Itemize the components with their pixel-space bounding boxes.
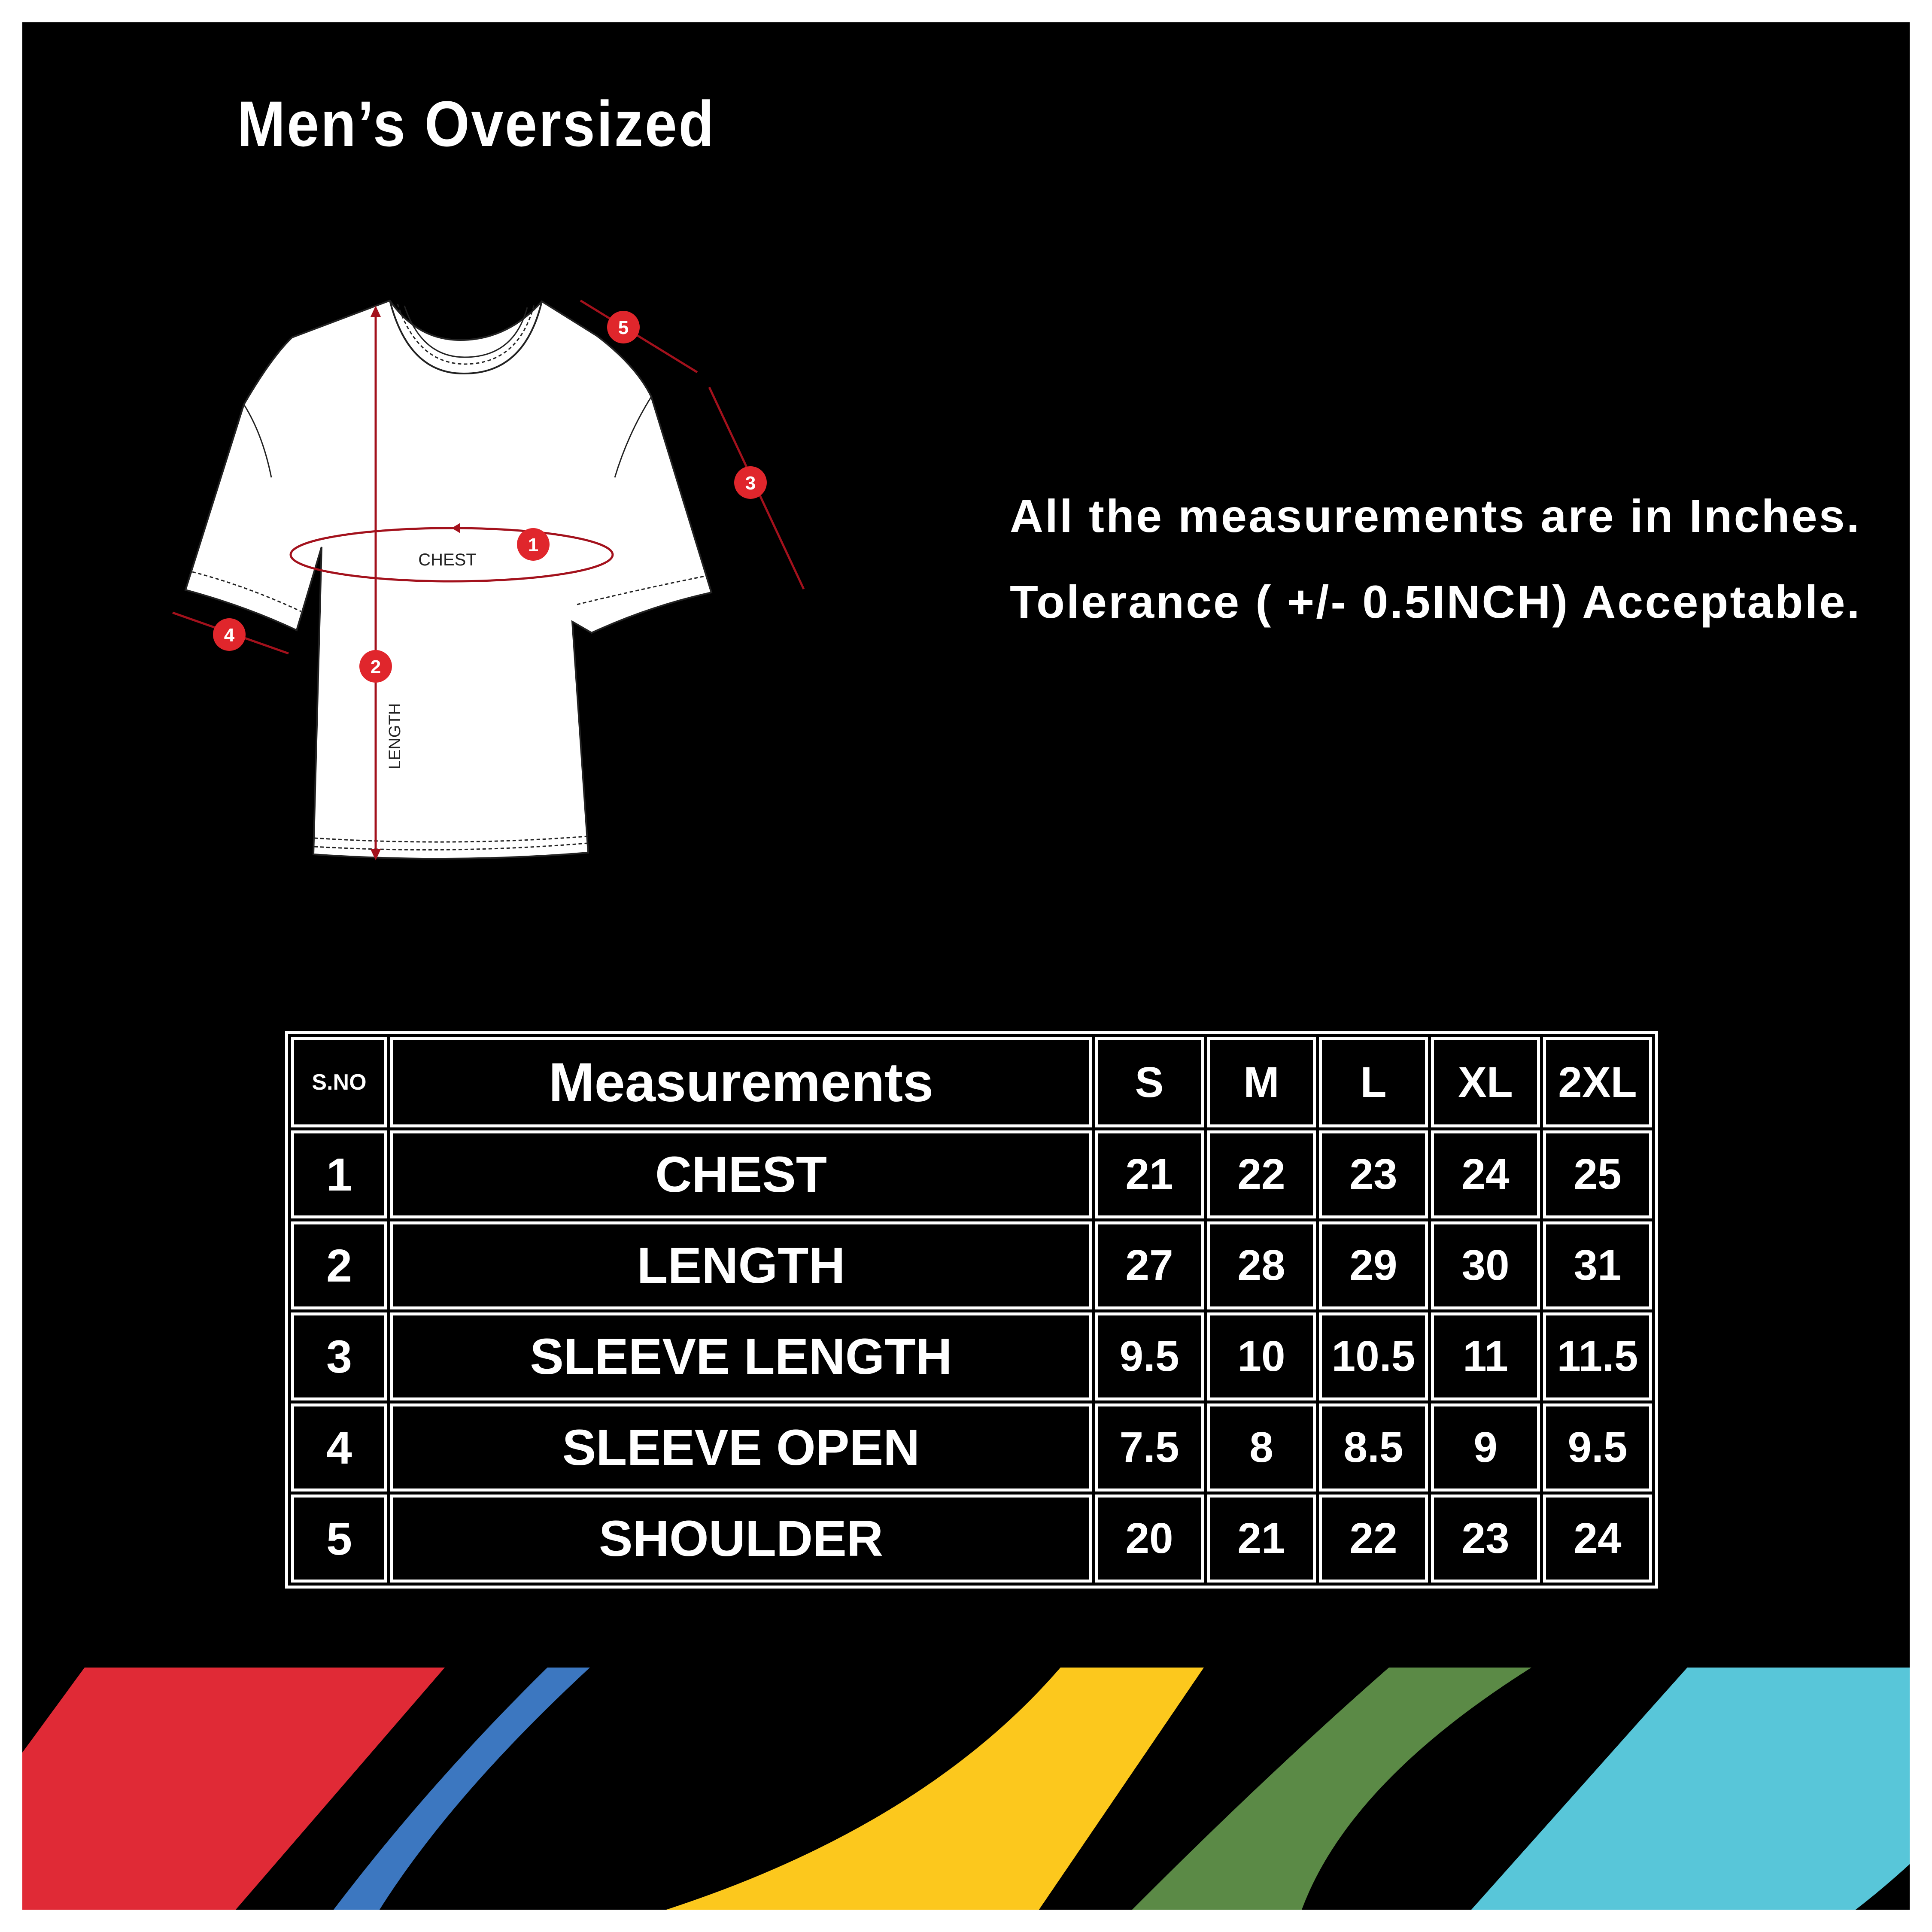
row-value: 28 <box>1207 1221 1316 1309</box>
tolerance-note: Tolerance ( +/- 0.5INCH) Acceptable. <box>1010 576 1862 628</box>
row-value: 25 <box>1543 1130 1652 1218</box>
row-value: 24 <box>1431 1130 1540 1218</box>
row-value: 9 <box>1431 1403 1540 1492</box>
row-value: 30 <box>1431 1221 1540 1309</box>
stripe-green <box>1132 1668 1531 1910</box>
row-value: 23 <box>1319 1130 1428 1218</box>
row-value: 10.5 <box>1319 1312 1428 1400</box>
row-sno: 3 <box>291 1312 387 1400</box>
row-value: 31 <box>1543 1221 1652 1309</box>
header-size-xl: XL <box>1431 1037 1540 1127</box>
row-measurement: SLEEVE OPEN <box>390 1403 1092 1492</box>
header-size-l: L <box>1319 1037 1428 1127</box>
row-measurement: SLEEVE LENGTH <box>390 1312 1092 1400</box>
svg-text:1: 1 <box>528 535 539 556</box>
row-value: 21 <box>1207 1495 1316 1583</box>
stripe-cyan <box>1471 1668 1910 1910</box>
row-value: 29 <box>1319 1221 1428 1309</box>
row-value: 23 <box>1431 1495 1540 1583</box>
page-title: Men’s Oversized <box>237 88 716 160</box>
row-measurement: CHEST <box>390 1130 1092 1218</box>
length-label: LENGTH <box>386 703 404 769</box>
row-value: 11.5 <box>1543 1312 1652 1400</box>
svg-text:4: 4 <box>224 625 235 646</box>
row-value: 22 <box>1319 1495 1428 1583</box>
row-value: 8 <box>1207 1403 1316 1492</box>
row-measurement: LENGTH <box>390 1221 1092 1309</box>
row-sno: 4 <box>291 1403 387 1492</box>
header-sno: S.NO <box>291 1037 387 1127</box>
row-value: 27 <box>1095 1221 1204 1309</box>
row-value: 9.5 <box>1095 1312 1204 1400</box>
header-measurements: Measurements <box>390 1037 1092 1127</box>
row-value: 22 <box>1207 1130 1316 1218</box>
row-value: 10 <box>1207 1312 1316 1400</box>
header-size-2xl: 2XL <box>1543 1037 1652 1127</box>
row-sno: 1 <box>291 1130 387 1218</box>
svg-text:3: 3 <box>745 473 756 494</box>
row-measurement: SHOULDER <box>390 1495 1092 1583</box>
chest-label: CHEST <box>418 550 477 569</box>
row-value: 21 <box>1095 1130 1204 1218</box>
row-value: 9.5 <box>1543 1403 1652 1492</box>
row-value: 20 <box>1095 1495 1204 1583</box>
stripe-yellow <box>666 1668 1204 1910</box>
svg-text:5: 5 <box>618 317 629 338</box>
row-value: 8.5 <box>1319 1403 1428 1492</box>
row-sno: 5 <box>291 1495 387 1583</box>
row-sno: 2 <box>291 1221 387 1309</box>
row-value: 7.5 <box>1095 1403 1204 1492</box>
row-value: 11 <box>1431 1312 1540 1400</box>
size-chart-panel <box>22 22 1910 1910</box>
units-note: All the measurements are in Inches. <box>1010 490 1861 542</box>
decorative-stripes <box>22 22 1910 1910</box>
header-size-m: M <box>1207 1037 1316 1127</box>
svg-text:2: 2 <box>370 656 381 677</box>
row-value: 24 <box>1543 1495 1652 1583</box>
header-size-s: S <box>1095 1037 1204 1127</box>
